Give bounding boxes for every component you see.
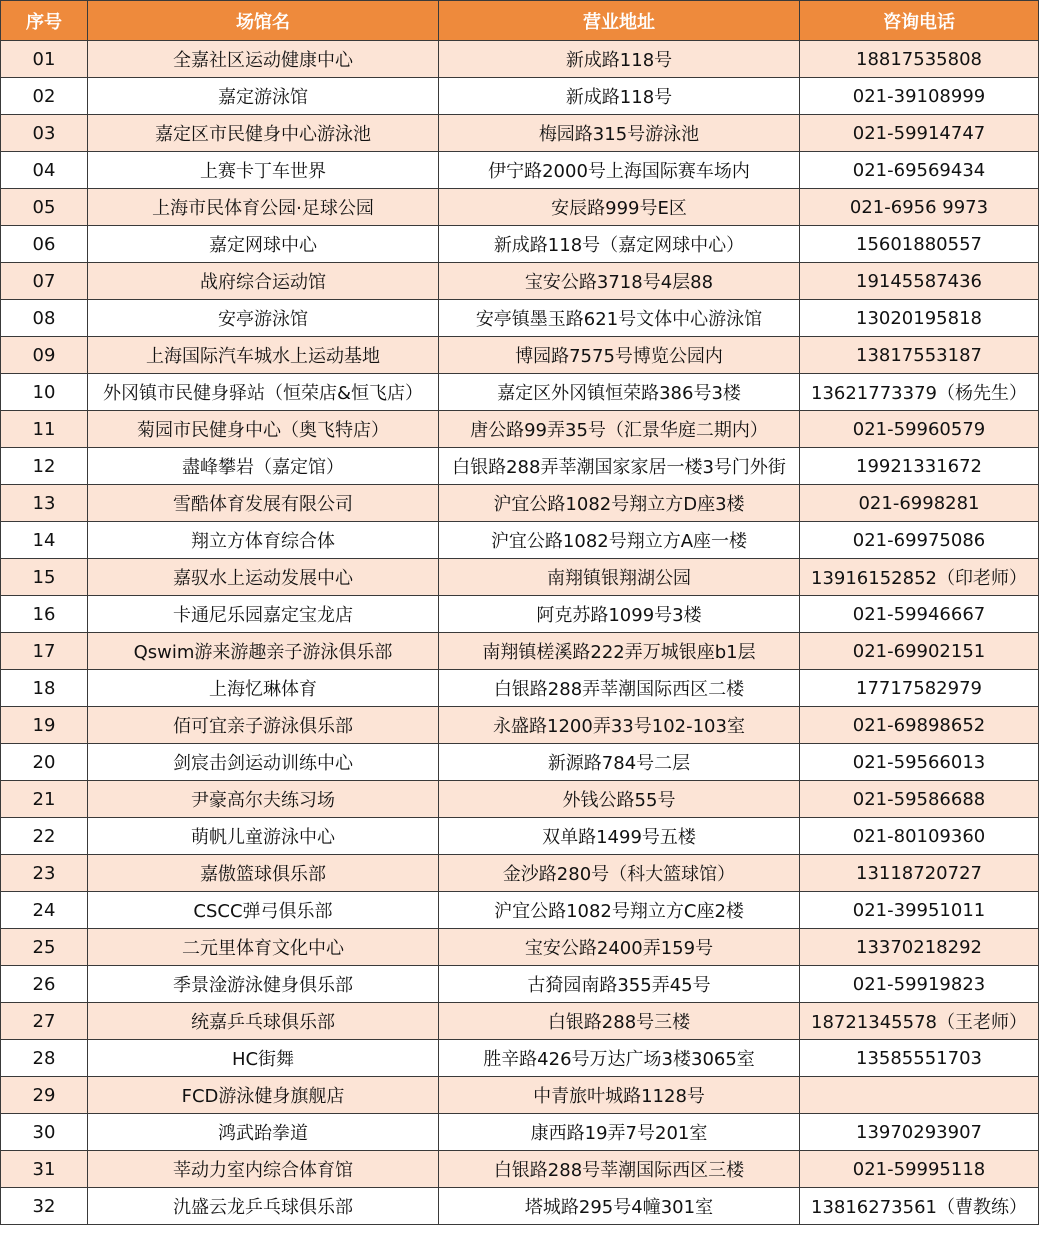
cell-address: 新成路118号 [439,41,800,78]
cell-address: 唐公路99弄35号（汇景华庭二期内） [439,411,800,448]
table-row [1,226,1039,263]
cell-address: 双单路1499号五楼 [439,818,800,855]
table-row [1,596,1039,633]
cell-venue-name: 安亭游泳馆 [88,300,439,337]
cell-venue-name: 上赛卡丁车世界 [88,152,439,189]
cell-venue-name: 全嘉社区运动健康中心 [88,41,439,78]
cell-phone: 021-59960579 [800,411,1039,448]
table-row [1,966,1039,1003]
cell-phone: 021-69902151 [800,633,1039,670]
cell-index: 19 [1,707,88,744]
cell-index: 02 [1,78,88,115]
table-row [1,1114,1039,1151]
table-row [1,448,1039,485]
cell-phone [800,1077,1039,1114]
cell-phone: 13370218292 [800,929,1039,966]
cell-index: 32 [1,1188,88,1225]
table-row [1,818,1039,855]
cell-venue-name: 佰可宜亲子游泳俱乐部 [88,707,439,744]
table-row [1,522,1039,559]
table-row [1,1151,1039,1188]
cell-index: 12 [1,448,88,485]
cell-venue-name: 剑宸击剑运动训练中心 [88,744,439,781]
cell-venue-name: 战府综合运动馆 [88,263,439,300]
header-phone: 咨询电话 [800,1,1039,41]
cell-address: 新成路118号 [439,78,800,115]
cell-phone: 021-6956 9973 [800,189,1039,226]
cell-venue-name: 外冈镇市民健身驿站（恒荣店&恒飞店） [88,374,439,411]
cell-phone: 13585551703 [800,1040,1039,1077]
table-row [1,189,1039,226]
table-row [1,374,1039,411]
cell-address: 安亭镇墨玉路621号文体中心游泳馆 [439,300,800,337]
cell-address: 宝安公路3718号4层88 [439,263,800,300]
cell-venue-name: 菊园市民健身中心（奥飞特店） [88,411,439,448]
cell-venue-name: 统嘉乒乓球俱乐部 [88,1003,439,1040]
cell-index: 07 [1,263,88,300]
cell-address: 康西路19弄7号201室 [439,1114,800,1151]
table-row [1,411,1039,448]
cell-address: 塔城路295号4幢301室 [439,1188,800,1225]
cell-phone: 18817535808 [800,41,1039,78]
table-row [1,337,1039,374]
cell-venue-name: FCD游泳健身旗舰店 [88,1077,439,1114]
table-row [1,707,1039,744]
cell-index: 09 [1,337,88,374]
cell-phone: 15601880557 [800,226,1039,263]
cell-address: 南翔镇银翔湖公园 [439,559,800,596]
table-row [1,744,1039,781]
cell-phone: 021-6998281 [800,485,1039,522]
cell-index: 15 [1,559,88,596]
cell-index: 13 [1,485,88,522]
cell-index: 05 [1,189,88,226]
cell-index: 04 [1,152,88,189]
cell-index: 27 [1,1003,88,1040]
cell-phone: 021-69975086 [800,522,1039,559]
table-row [1,300,1039,337]
cell-venue-name: 盡峰攀岩（嘉定馆） [88,448,439,485]
cell-venue-name: 氿盛云龙乒乓球俱乐部 [88,1188,439,1225]
cell-index: 31 [1,1151,88,1188]
cell-venue-name: 二元里体育文化中心 [88,929,439,966]
cell-index: 24 [1,892,88,929]
table-row [1,892,1039,929]
cell-address: 沪宜公路1082号翔立方A座一楼 [439,522,800,559]
cell-phone: 13970293907 [800,1114,1039,1151]
cell-phone: 021-59919823 [800,966,1039,1003]
cell-address: 沪宜公路1082号翔立方C座2楼 [439,892,800,929]
cell-address: 金沙路280号（科大篮球馆） [439,855,800,892]
table-row [1,152,1039,189]
cell-index: 20 [1,744,88,781]
cell-address: 外钱公路55号 [439,781,800,818]
cell-address: 白银路288弄莘潮国家家居一楼3号门外街 [439,448,800,485]
cell-phone: 13621773379（杨先生） [800,374,1039,411]
table-row [1,559,1039,596]
cell-address: 永盛路1200弄33号102-103室 [439,707,800,744]
cell-phone: 13020195818 [800,300,1039,337]
header-address: 营业地址 [439,1,800,41]
cell-venue-name: 尹豪高尔夫练习场 [88,781,439,818]
cell-phone: 13118720727 [800,855,1039,892]
cell-phone: 19921331672 [800,448,1039,485]
cell-phone: 021-59566013 [800,744,1039,781]
cell-venue-name: 季景淦游泳健身俱乐部 [88,966,439,1003]
table-body [1,41,1039,1225]
cell-index: 01 [1,41,88,78]
cell-venue-name: 卡通尼乐园嘉定宝龙店 [88,596,439,633]
cell-address: 中青旅叶城路1128号 [439,1077,800,1114]
cell-index: 11 [1,411,88,448]
cell-venue-name: HC街舞 [88,1040,439,1077]
table-row [1,781,1039,818]
cell-venue-name: 嘉傲篮球俱乐部 [88,855,439,892]
cell-venue-name: 莘动力室内综合体育馆 [88,1151,439,1188]
cell-index: 17 [1,633,88,670]
cell-address: 胜辛路426号万达广场3楼3065室 [439,1040,800,1077]
cell-phone: 021-59995118 [800,1151,1039,1188]
cell-venue-name: 嘉定区市民健身中心游泳池 [88,115,439,152]
cell-phone: 13817553187 [800,337,1039,374]
table-header [1,1,1039,41]
cell-venue-name: 萌帆儿童游泳中心 [88,818,439,855]
table-row [1,263,1039,300]
cell-venue-name: CSCC弹弓俱乐部 [88,892,439,929]
cell-index: 16 [1,596,88,633]
cell-index: 14 [1,522,88,559]
table-row [1,1188,1039,1225]
cell-index: 08 [1,300,88,337]
cell-index: 26 [1,966,88,1003]
table-row [1,115,1039,152]
cell-phone: 17717582979 [800,670,1039,707]
table-row [1,1003,1039,1040]
cell-address: 宝安公路2400弄159号 [439,929,800,966]
cell-phone: 021-39951011 [800,892,1039,929]
cell-index: 22 [1,818,88,855]
cell-venue-name: 鸿武跆拳道 [88,1114,439,1151]
cell-address: 梅园路315号游泳池 [439,115,800,152]
cell-venue-name: 雪酷体育发展有限公司 [88,485,439,522]
cell-venue-name: 上海市民体育公园·足球公园 [88,189,439,226]
cell-phone: 021-59586688 [800,781,1039,818]
table-row [1,485,1039,522]
cell-index: 23 [1,855,88,892]
cell-index: 25 [1,929,88,966]
cell-index: 18 [1,670,88,707]
cell-phone: 13816273561（曹教练） [800,1188,1039,1225]
cell-phone: 13916152852（印老师） [800,559,1039,596]
cell-address: 伊宁路2000号上海国际赛车场内 [439,152,800,189]
cell-phone: 021-59946667 [800,596,1039,633]
cell-address: 白银路288弄莘潮国际西区二楼 [439,670,800,707]
cell-venue-name: 上海忆琳体育 [88,670,439,707]
cell-address: 新源路784号二层 [439,744,800,781]
cell-address: 沪宜公路1082号翔立方D座3楼 [439,485,800,522]
cell-index: 10 [1,374,88,411]
cell-phone: 021-69898652 [800,707,1039,744]
cell-venue-name: 翔立方体育综合体 [88,522,439,559]
cell-phone: 021-80109360 [800,818,1039,855]
cell-phone: 021-39108999 [800,78,1039,115]
cell-venue-name: 嘉定网球中心 [88,226,439,263]
table-row [1,1077,1039,1114]
cell-address: 南翔镇槎溪路222弄万城银座b1层 [439,633,800,670]
table-row [1,41,1039,78]
header-index: 序号 [1,1,88,41]
table-row [1,929,1039,966]
table-row [1,1040,1039,1077]
cell-address: 白银路288号三楼 [439,1003,800,1040]
cell-index: 29 [1,1077,88,1114]
cell-index: 06 [1,226,88,263]
cell-phone: 021-59914747 [800,115,1039,152]
cell-phone: 18721345578（王老师） [800,1003,1039,1040]
table-row [1,670,1039,707]
cell-address: 安辰路999号E区 [439,189,800,226]
table-row [1,78,1039,115]
cell-address: 嘉定区外冈镇恒荣路386号3楼 [439,374,800,411]
cell-venue-name: 嘉驭水上运动发展中心 [88,559,439,596]
header-venue-name: 场馆名 [88,1,439,41]
cell-address: 古猗园南路355弄45号 [439,966,800,1003]
cell-venue-name: 嘉定游泳馆 [88,78,439,115]
cell-phone: 19145587436 [800,263,1039,300]
cell-address: 白银路288号莘潮国际西区三楼 [439,1151,800,1188]
cell-venue-name: Qswim游来游趣亲子游泳俱乐部 [88,633,439,670]
cell-index: 21 [1,781,88,818]
cell-phone: 021-69569434 [800,152,1039,189]
header-row [1,1,1039,41]
cell-index: 30 [1,1114,88,1151]
table-row [1,855,1039,892]
cell-address: 新成路118号（嘉定网球中心） [439,226,800,263]
cell-index: 28 [1,1040,88,1077]
cell-address: 博园路7575号博览公园内 [439,337,800,374]
table-row [1,633,1039,670]
cell-venue-name: 上海国际汽车城水上运动基地 [88,337,439,374]
cell-index: 03 [1,115,88,152]
cell-address: 阿克苏路1099号3楼 [439,596,800,633]
